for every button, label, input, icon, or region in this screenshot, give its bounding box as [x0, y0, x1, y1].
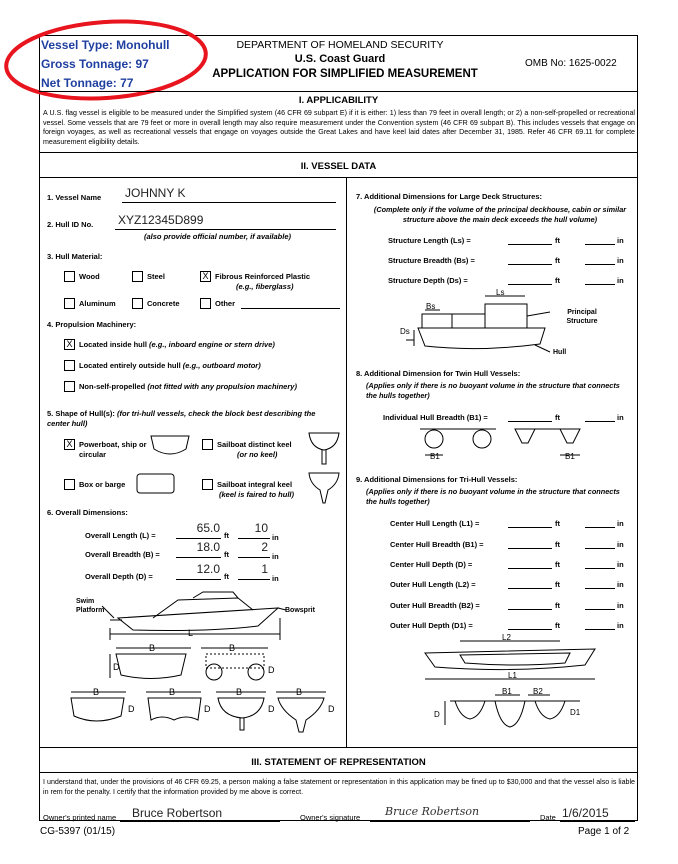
- svg-text:D: D: [434, 710, 440, 719]
- omb-number: OMB No: 1625-0022: [525, 58, 617, 69]
- svg-text:D: D: [113, 662, 120, 672]
- tri-hull-note: (Applies only if there is no buoyant volume in the structure that connects the hulls together): [366, 487, 620, 506]
- shape-box-label: Box or barge: [79, 480, 126, 489]
- sail-integral-keel-icon: [308, 472, 340, 504]
- svg-text:Ds: Ds: [400, 327, 410, 336]
- individual-hull-breadth-label: Individual Hull Breadth (B1) =: [383, 413, 488, 422]
- shape-sail-distinct-checkbox[interactable]: [202, 439, 213, 450]
- overall-breadth-ft[interactable]: 18.0: [196, 540, 220, 554]
- deck-structure-diagram: [400, 290, 560, 360]
- twin-hull-diagram: [420, 425, 580, 461]
- svg-text:B1: B1: [565, 452, 575, 461]
- material-aluminum-label: Aluminum: [79, 299, 116, 308]
- hull-id-value[interactable]: XYZ12345D899: [118, 213, 204, 227]
- outer-hull-depth-label: Outer Hull Depth (D1) =: [390, 621, 473, 630]
- shape-powerboat-checkbox[interactable]: X: [64, 439, 75, 450]
- tri-hull-diagram: [420, 635, 600, 735]
- center-hull-breadth-label: Center Hull Breadth (B1) =: [390, 540, 484, 549]
- material-wood-label: Wood: [79, 272, 100, 281]
- svg-text:L1: L1: [508, 671, 517, 680]
- svg-text:Ls: Ls: [496, 288, 505, 297]
- material-concrete-label: Concrete: [147, 299, 180, 308]
- svg-text:B1: B1: [430, 452, 440, 461]
- owner-signature-value[interactable]: Bruce Robertson: [385, 805, 480, 818]
- svg-text:L2: L2: [502, 633, 511, 642]
- svg-text:B: B: [169, 687, 176, 697]
- page-number: Page 1 of 2: [578, 826, 630, 837]
- section-3-title: III. STATEMENT OF REPRESENTATION: [251, 757, 426, 768]
- section-2-title: II. VESSEL DATA: [300, 161, 377, 172]
- propulsion-outside-label: Located entirely outside hull (e.g., outboard motor): [79, 361, 261, 370]
- material-other-checkbox[interactable]: [200, 298, 211, 309]
- department-name: DEPARTMENT OF HOMELAND SECURITY: [236, 39, 444, 51]
- gross-tonnage: Gross Tonnage: 97: [41, 57, 149, 71]
- svg-text:D1: D1: [570, 708, 581, 717]
- outer-hull-length-label: Outer Hull Length (L2) =: [390, 580, 476, 589]
- overall-length-label: Overall Length (L) =: [85, 531, 156, 540]
- column-divider: [346, 177, 347, 747]
- material-aluminum-checkbox[interactable]: [64, 298, 75, 309]
- shape-sail-distinct-label: Sailboat distinct keel (or no keel): [217, 440, 292, 459]
- overall-dimensions-label: 6. Overall Dimensions:: [47, 508, 128, 517]
- svg-text:B: B: [93, 687, 100, 697]
- principal-structure-label: Principal Structure: [566, 309, 598, 325]
- overall-breadth-in[interactable]: 2: [261, 540, 268, 554]
- boat-profile-diagram: [108, 588, 288, 638]
- svg-text:D: D: [204, 704, 211, 714]
- svg-text:Bs: Bs: [426, 302, 436, 311]
- shape-box-checkbox[interactable]: [64, 479, 75, 490]
- material-frp-checkbox[interactable]: X: [200, 271, 211, 282]
- svg-text:D: D: [268, 665, 275, 675]
- material-steel-label: Steel: [147, 272, 165, 281]
- section-1-title: I. APPLICABILITY: [298, 95, 379, 106]
- svg-text:B: B: [236, 687, 243, 697]
- hull-shape-label: 5. Shape of Hull(s): (for tri-hull vessels, check the block best describing the center hull): [47, 409, 316, 428]
- structure-breadth-label: Structure Breadth (Bs) =: [388, 256, 475, 265]
- svg-text:D: D: [268, 704, 275, 714]
- shape-sail-integral-checkbox[interactable]: [202, 479, 213, 490]
- agency-name: U.S. Coast Guard: [294, 53, 386, 65]
- hull-material-label: 3. Hull Material:: [47, 252, 103, 261]
- owner-name-value[interactable]: Bruce Robertson: [132, 806, 223, 820]
- svg-text:B1: B1: [502, 687, 512, 696]
- shape-powerboat-label: Powerboat, ship or circular: [79, 440, 147, 459]
- propulsion-outside-checkbox[interactable]: [64, 360, 75, 371]
- material-other-label: Other: [215, 299, 236, 308]
- twin-hull-note: (Applies only if there is no buoyant volume in the structure that connects the hulls together): [366, 381, 620, 400]
- vessel-type: Vessel Type: Monohull: [41, 38, 170, 52]
- owner-signature-label: Owner's signature: [300, 813, 361, 822]
- vessel-name-value[interactable]: JOHNNY K: [125, 186, 186, 200]
- form-number: CG-5397 (01/15): [40, 826, 116, 837]
- propulsion-label: 4. Propulsion Machinery:: [47, 320, 137, 329]
- propulsion-inside-label: Located inside hull (e.g., inboard engine or stern drive): [79, 340, 275, 349]
- material-concrete-checkbox[interactable]: [132, 298, 143, 309]
- center-hull-depth-label: Center Hull Depth (D) =: [390, 560, 473, 569]
- overall-depth-label: Overall Depth (D) =: [85, 572, 153, 581]
- net-tonnage: Net Tonnage: 77: [41, 76, 134, 90]
- large-deck-label: 7. Additional Dimensions for Large Deck Structures:: [356, 192, 543, 201]
- material-wood-checkbox[interactable]: [64, 271, 75, 282]
- powerboat-hull-icon: [150, 435, 190, 459]
- shape-sail-integral-label: Sailboat integral keel (keel is faired to hull): [217, 480, 295, 499]
- owner-name-label: Owner's printed name: [43, 813, 117, 822]
- sail-distinct-keel-icon: [308, 432, 340, 466]
- svg-text:B: B: [229, 643, 236, 653]
- svg-text:B: B: [296, 687, 303, 697]
- hull-label: Hull: [553, 349, 567, 356]
- material-frp-label: Fibrous Reinforced Plastic: [215, 272, 311, 281]
- hull-section-diagrams: [66, 640, 346, 745]
- svg-text:L: L: [188, 628, 194, 638]
- overall-breadth-label: Overall Breadth (B) =: [85, 550, 160, 559]
- propulsion-none-label: Non-self-propelled (not fitted with any propulsion machinery): [79, 382, 297, 391]
- svg-text:B2: B2: [533, 687, 543, 696]
- structure-length-label: Structure Length (Ls) =: [388, 236, 471, 245]
- form-title: APPLICATION FOR SIMPLIFIED MEASUREMENT: [212, 68, 478, 80]
- overall-length-in[interactable]: 10: [254, 521, 268, 535]
- outer-hull-breadth-label: Outer Hull Breadth (B2) =: [390, 601, 480, 610]
- structure-depth-label: Structure Depth (Ds) =: [388, 276, 468, 285]
- overall-length-ft[interactable]: 65.0: [196, 521, 220, 535]
- frp-note: (e.g., fiberglass): [236, 282, 294, 291]
- propulsion-none-checkbox[interactable]: [64, 381, 75, 392]
- svg-text:B: B: [149, 643, 156, 653]
- material-steel-checkbox[interactable]: [132, 271, 143, 282]
- swim-platform-label: Swim Platform: [76, 598, 105, 614]
- overall-depth-in[interactable]: 1: [261, 562, 268, 576]
- applicability-text: A U.S. flag vessel is eligible to be measured under the Simplified system (46 CFR 69 subpart E) if it is either: 1) less than 79 feet in overall length; or 2) a non-self-propelled or recreational vessel. Some vessels that are 79 feet or more in overall length may also require measurement under the Convention system (46 CFR 69 subpart B). This includes vessels that engage on foreign voyages, as well as recreational vessels that engage on voyages outside the Great Lakes and have keel laid dates after December 31, 1985. Refer 46 CFR 69.11 for complete measurement eligibility details.: [43, 109, 635, 146]
- date-value[interactable]: 1/6/2015: [562, 806, 609, 820]
- propulsion-inside-checkbox[interactable]: X: [64, 339, 75, 350]
- box-hull-icon: [136, 473, 176, 495]
- hull-id-label: 2. Hull ID No.: [47, 220, 94, 229]
- svg-text:D: D: [328, 704, 335, 714]
- large-deck-note: (Complete only if the volume of the principal deckhouse, cabin or similar structure above the main deck exceeds the hull volume): [373, 205, 627, 224]
- twin-hull-label: 8. Additional Dimension for Twin Hull Vessels:: [356, 369, 521, 378]
- center-hull-length-label: Center Hull Length (L1) =: [390, 519, 480, 528]
- tri-hull-label: 9. Additional Dimensions for Tri-Hull Vessels:: [356, 475, 518, 484]
- overall-depth-ft[interactable]: 12.0: [196, 562, 220, 576]
- hull-id-note: (also provide official number, if available): [144, 232, 291, 241]
- date-label: Date: [540, 813, 556, 822]
- bowsprit-label: Bowsprit: [285, 607, 315, 614]
- svg-text:D: D: [128, 704, 135, 714]
- vessel-name-label: 1. Vessel Name: [47, 193, 102, 202]
- statement-text: I understand that, under the provisions of 46 CFR 69.25, a person making a false statement or representation in this application may be fined up to $30,000 and that the vessel also is liable in rem for the penalty. I certify that the information provided by me above is correct.: [43, 778, 635, 796]
